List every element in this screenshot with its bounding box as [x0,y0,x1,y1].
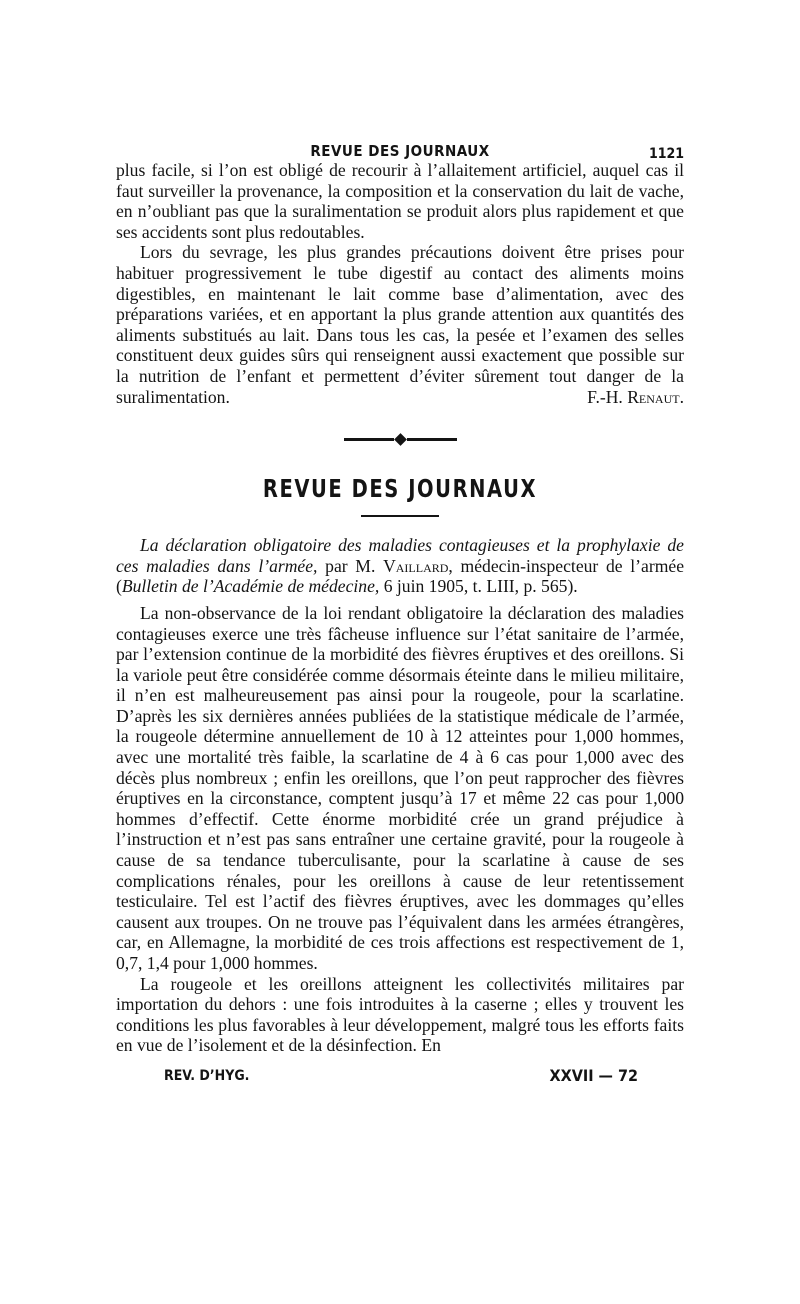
footer-journal-abbrev: REV. D’HYG. [164,1067,250,1084]
article-citation [116,535,684,597]
article-paragraph: La rougeole et les oreillons atteignent les collectivités militaires par importation du dehors : une fois introduites à la caserne ; elles y trouvent les conditions les plus favorables à leur développement, malgré tous les efforts faits en vue de l’isolement et de la désinfection. En [116,973,684,1056]
signature-name: F.-H. Renaut. [587,386,684,407]
byline-suffix: médecin-inspecteur de l’armée ( [116,555,685,597]
running-title: REVUE DES JOURNAUX [310,142,490,160]
previous-article-paragraph: Lors du sevrage, les plus grandes précautions doivent être prises pour habituer progressivement le tube digestif au contact des aliments moins digestibles, en maintenant le lait comme base d’alimentation, avec des préparations variées, et en apportant la plus grande attention aux quantités des aliments substitués au lait. Dans tous les cas, la pesée et l’examen des selles constituent deux guides sûrs qui renseignent aussi exactement que possible sur la nutrition de l’enfant et permettent d’éviter sûrement tout danger de la suralimentation. [116,242,684,407]
footer-volume-signature: XXVII — 72 [549,1065,638,1085]
article-title: La déclaration obligatoire des maladies contagieuses et la prophylaxie de ces maladies dans l’armée, [116,535,684,576]
source-journal: Bulletin de l’Académie de médecine, [121,576,380,597]
title-rule [361,515,439,517]
article-author: Vaillard, [383,555,453,576]
diamond-ornament-icon [394,433,407,446]
source-details: 6 juin 1905, t. LIII, p. 565). [383,576,578,597]
previous-article-paragraph: plus facile, si l’on est obligé de recourir à l’allaitement artificiel, auquel cas il faut surveiller la provenance, la composition et la conservation du lait de vache, en n’oubliant pas que la suralimentation se produit alors plus rapidement et que ses accidents sont plus redoutables. [116,160,684,242]
article-paragraph: La non-observance de la loi rendant obligatoire la déclaration des maladies contagieuses exerce une très fâcheuse influence sur l’état sanitaire de l’armée, par l’extension continue de la morbidité des fièvres éruptives et des oreillons. Si la variole peut être considérée comme désormais éteinte dans le milieu militaire, il n’en est malheureusement pas ainsi pour la rougeole, pour la scarlatine. D’après les six dernières années publiées de la statistique médicale de l’armée, la rougeole détermine annuellement de 10 à 12 atteintes pour 1,000 hommes, avec une mortalité très faible, la scarlatine de 4 à 6 cas pour 1,000 avec des décès plus nombreux ; enfin les oreillons, que l’on peut rapprocher des fièvres éruptives en la circonstance, comptent jusqu’à 17 et même 22 cas pour 1,000 hommes d’effectif. Cette énorme morbidité crée un grand préjudice à l’instruction et n’est pas sans entraîner une certaine gravité, pour la rougeole à cause de sa tendance tuberculisante, pour la scarlatine à cause de ses complications rénales, pour les oreillons à cause de leur retentissement testiculaire. Tel est l’actif des fièvres éruptives, avec les dommages qu’elles causent aux troupes. On ne trouve pas l’équivalent dans les armées étrangères, car, en Allemagne, la morbidité de ces trois affections est respectivement de 1, 0,7, 1,4 pour 1,000 hommes. [116,602,684,973]
page-footer [116,1064,684,1088]
byline-prefix: par M. [325,555,376,576]
page [116,138,684,1088]
running-header [116,138,684,160]
ornamental-divider [116,435,684,444]
section-title: REVUE DES JOURNAUX [262,474,538,504]
page-number: 1121 [648,146,684,162]
